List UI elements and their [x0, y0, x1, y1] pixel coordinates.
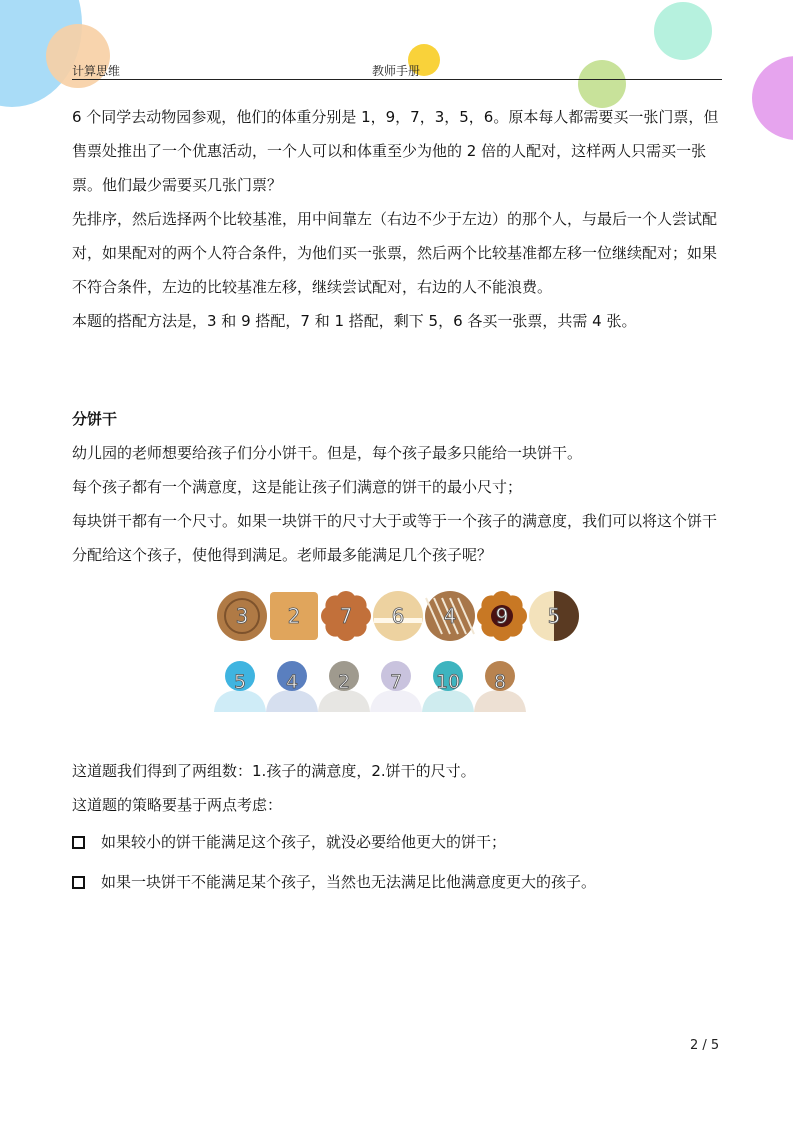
cookie-row: [216, 588, 586, 644]
child-body: [318, 690, 370, 712]
number-label: 8: [493, 671, 507, 693]
cookies-and-kids-illustration: [72, 578, 724, 748]
child-body: [370, 690, 422, 712]
number-label: 3: [235, 604, 249, 628]
child-figure: [214, 661, 266, 712]
cookie-item: [529, 591, 579, 641]
page-number: 2 / 5: [690, 1038, 720, 1053]
paragraph: 这道题我们得到了两组数：1.孩子的满意度，2.饼干的尺寸。: [72, 762, 476, 780]
cookie-item: [477, 591, 527, 641]
number-label: 4: [285, 671, 299, 693]
child-figure: [318, 661, 370, 712]
paragraph: 6 个同学去动物园参观，他们的体重分别是 1，9，7，3，5，6。原本每人都需要买一张门票，但售票处推出了一个优惠活动，一个人可以和体重至少为他的 2 倍的人配对，这样两人只需买一张票。他们最少需要买几张门票？: [72, 108, 719, 194]
paragraph: 先排序，然后选择两个比较基准，用中间靠左（右边不少于左边）的那个人，与最后一个人尝试配对，如果配对的两个人符合条件，为他们买一张票，然后两个比较基准都左移一位继续配对；如果不符合条件，左边的比较基准左移，继续尝试配对，右边的人不能浪费。: [72, 210, 718, 296]
paragraph: 每块饼干都有一个尺寸。如果一块饼干的尺寸大于或等于一个孩子的满意度，我们可以将这个饼干分配给这个孩子，使他得到满足。老师最多能满足几个孩子呢？: [72, 512, 718, 564]
page-body: [72, 100, 724, 902]
child-body: [214, 690, 266, 712]
cookie-item: [270, 592, 318, 640]
paragraph: 幼儿园的老师想要给孩子们分小饼干。但是，每个孩子最多只能给一块饼干。: [72, 444, 583, 462]
bullet-item: [72, 862, 724, 902]
child-figure: [266, 661, 318, 712]
number-label: 4: [443, 604, 457, 628]
child-body: [474, 690, 526, 712]
bullet-text: 如果较小的饼干能满足这个孩子，就没必要给他更大的饼干；: [101, 833, 507, 851]
header-left-title: 计算思维: [72, 64, 121, 78]
number-label: 2: [337, 671, 351, 693]
child-body: [266, 690, 318, 712]
number-label: 9: [495, 604, 509, 628]
number-label: 7: [339, 604, 353, 628]
paragraph: 每个孩子都有一个满意度，这是能让孩子们满意的饼干的最小尺寸；: [72, 478, 523, 496]
number-label: 5: [547, 604, 561, 628]
cookie-item: [217, 591, 267, 641]
number-label: 7: [389, 671, 403, 693]
number-label: 5: [233, 671, 247, 693]
number-label: 6: [391, 604, 405, 628]
section-heading: 分饼干: [72, 410, 118, 428]
header-divider: [72, 79, 722, 80]
header-center-title: 教师手册: [372, 64, 421, 78]
decor-circle-pink: [752, 56, 793, 140]
paragraph: 本题的搭配方法是，3 和 9 搭配，7 和 1 搭配，剩下 5，6 各买一张票，共需 4 张。: [72, 312, 637, 330]
checkbox-square-icon: [72, 836, 85, 849]
paragraph: 这道题的策略要基于两点考虑：: [72, 796, 283, 814]
cookie-item: [373, 591, 423, 641]
number-label: 10: [435, 671, 461, 693]
checkbox-square-icon: [72, 876, 85, 889]
child-body: [422, 690, 474, 712]
decor-circle-mint: [654, 2, 712, 60]
child-figure: [422, 661, 474, 712]
cookie-item: [425, 591, 475, 641]
kid-row: [214, 658, 534, 714]
cookie-item: [321, 591, 371, 641]
child-figure: [474, 661, 526, 712]
child-figure: [370, 661, 422, 712]
bullet-item: [72, 822, 724, 862]
bullet-text: 如果一块饼干不能满足某个孩子，当然也无法满足比他满意度更大的孩子。: [101, 873, 597, 891]
number-label: 2: [287, 604, 301, 628]
section-spacer: [72, 338, 724, 402]
